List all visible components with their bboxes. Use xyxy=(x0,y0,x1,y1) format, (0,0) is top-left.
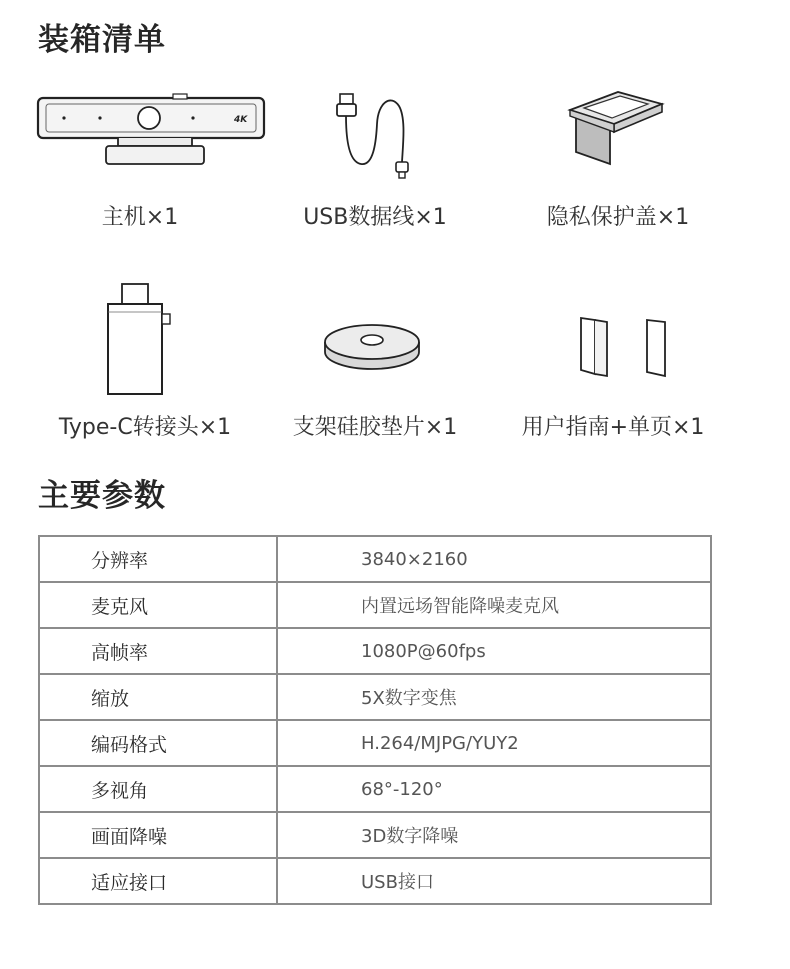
spec-key: 分辨率 xyxy=(39,536,277,582)
packing-item-silicone-pad xyxy=(245,282,505,482)
webcam-icon xyxy=(10,84,270,194)
type-c-adapter-icon xyxy=(15,282,275,392)
packing-item-label: Type-C转接头×1 xyxy=(58,415,232,440)
packing-item-privacy-cover xyxy=(488,84,748,284)
packing-list-title: 装箱清单 xyxy=(38,22,166,58)
table-row xyxy=(39,536,711,582)
packing-item-label: 隐私保护盖×1 xyxy=(546,205,690,230)
spec-key: 高帧率 xyxy=(39,628,277,674)
silicone-pad-icon xyxy=(245,282,505,392)
packing-item-type-c-adapter xyxy=(15,282,275,482)
table-row xyxy=(39,582,711,628)
spec-key: 适应接口 xyxy=(39,858,277,904)
spec-value: 3D数字降噪 xyxy=(277,812,711,858)
packing-item-label: 主机×1 xyxy=(101,205,179,230)
webcam-4k-badge: 4K xyxy=(234,115,248,125)
packing-item-webcam xyxy=(10,84,270,284)
spec-key: 多视角 xyxy=(39,766,277,812)
spec-value: USB接口 xyxy=(277,858,711,904)
table-row xyxy=(39,674,711,720)
table-row xyxy=(39,812,711,858)
spec-key: 麦克风 xyxy=(39,582,277,628)
packing-item-label: USB数据线×1 xyxy=(303,205,447,230)
usb-cable-icon xyxy=(245,84,505,194)
spec-value: 5X数字变焦 xyxy=(277,674,711,720)
specs-table xyxy=(38,535,712,905)
specs-title: 主要参数 xyxy=(38,478,166,514)
spec-value: H.264/MJPG/YUY2 xyxy=(277,720,711,766)
spec-key: 缩放 xyxy=(39,674,277,720)
privacy-cover-icon xyxy=(488,84,748,194)
packing-item-label: 用户指南+单页×1 xyxy=(521,415,705,440)
packing-item-label: 支架硅胶垫片×1 xyxy=(292,415,458,440)
table-row xyxy=(39,766,711,812)
packing-item-user-guide xyxy=(483,282,743,482)
user-guide-icon xyxy=(483,282,743,392)
spec-value: 1080P@60fps xyxy=(277,628,711,674)
table-row xyxy=(39,858,711,904)
table-row xyxy=(39,628,711,674)
spec-value: 3840×2160 xyxy=(277,536,711,582)
spec-value: 内置远场智能降噪麦克风 xyxy=(277,582,711,628)
spec-key: 画面降噪 xyxy=(39,812,277,858)
table-row xyxy=(39,720,711,766)
spec-value: 68°-120° xyxy=(277,766,711,812)
spec-key: 编码格式 xyxy=(39,720,277,766)
packing-item-usb-cable xyxy=(245,84,505,284)
